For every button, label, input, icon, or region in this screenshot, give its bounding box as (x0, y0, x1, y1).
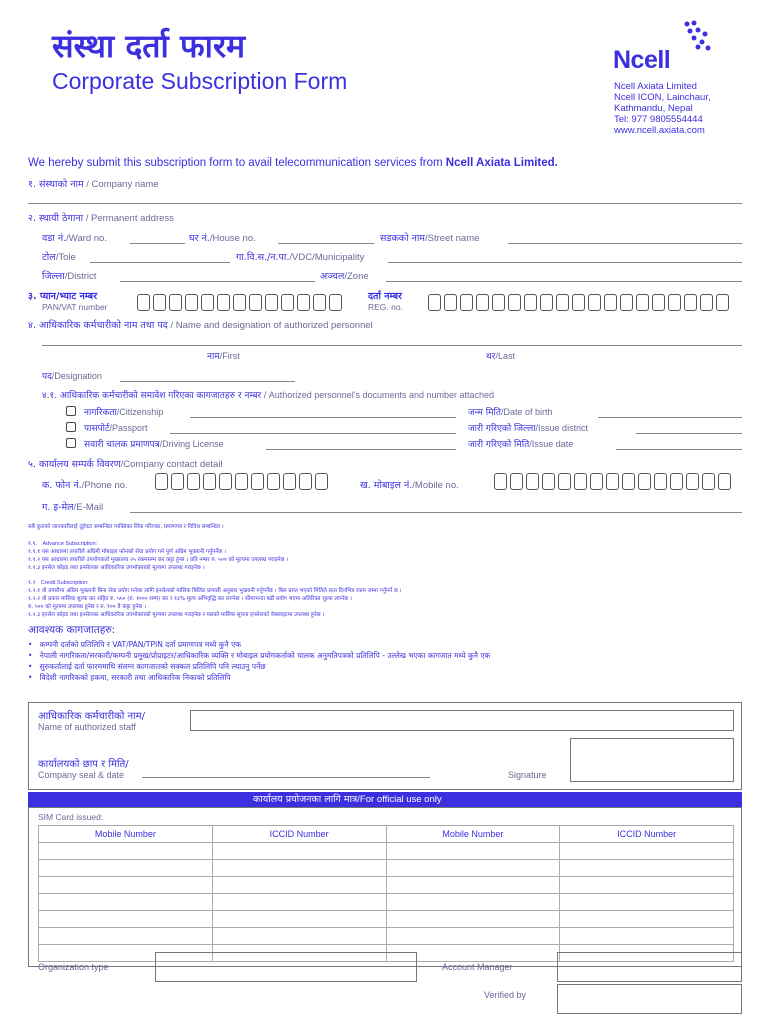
company-seal-field[interactable] (142, 777, 430, 778)
authorized-name-field[interactable] (42, 345, 742, 346)
account-manager-label: Account Manager (442, 962, 513, 972)
authorized-staff-label-en: Name of authorized staff (38, 722, 136, 732)
sim-card-table (38, 825, 734, 962)
mobile-number-boxes[interactable] (494, 473, 731, 490)
table-row[interactable] (39, 911, 734, 928)
mobile-label: ख. मोबाइल नं./Mobile no. (360, 480, 459, 491)
organization-type-input[interactable] (155, 952, 417, 982)
license-number-field[interactable] (266, 449, 456, 450)
company-seal-label-en: Company seal & date (38, 770, 125, 780)
passport-label: पासपोर्ट/Passport (84, 423, 148, 434)
reg-label-en: REG. no. (368, 302, 403, 312)
zone-label: अञ्चल/Zone (320, 271, 369, 282)
column-iccid-number-2: ICCID Number (560, 826, 734, 843)
issue-district-label: जारी गरिएको जिल्ला/Issue district (468, 423, 589, 434)
citizenship-label: नागरिकता/Citizenship (84, 407, 164, 418)
table-row[interactable] (39, 894, 734, 911)
house-field[interactable] (278, 243, 374, 244)
tole-field[interactable] (90, 262, 230, 263)
verified-by-label: Verified by (484, 990, 527, 1000)
table-row[interactable] (39, 843, 734, 860)
authorized-personnel-label: ४. आधिकारिक कर्मचारीको नाम तथा पद / Name and designation of authorized personnel (28, 320, 373, 331)
intro-text: We hereby submit this subscription form to avail telecommunication services from Ncell Axiata Limited. (28, 157, 558, 169)
phone-label: क. फोन नं./Phone no. (42, 480, 128, 491)
dob-label: जन्म मिति/Date of birth (468, 407, 553, 418)
title-nepali: संस्था दर्ता फारम (52, 27, 246, 65)
ward-label: वडा नं./Ward no. (42, 233, 107, 244)
street-label: सडकको नाम/Street name (380, 233, 480, 244)
vdc-field[interactable] (388, 262, 742, 263)
ncell-logo-text: Ncell (613, 46, 671, 74)
pan-label-en: PAN/VAT number (42, 302, 108, 312)
reg-number-boxes[interactable] (428, 294, 729, 311)
email-label: ग. इ-मेल/E-Mail (42, 502, 104, 513)
signature-label: Signature (508, 770, 547, 780)
signature-box[interactable] (570, 738, 734, 782)
table-row[interactable] (39, 928, 734, 945)
street-field[interactable] (508, 243, 742, 244)
issue-date-label: जारी गरिएको मिति/Issue date (468, 439, 574, 450)
ward-field[interactable] (130, 243, 185, 244)
column-mobile-number-2: Mobile Number (386, 826, 560, 843)
dob-field[interactable] (598, 417, 742, 418)
sim-card-label: SIM Card issued: (38, 812, 104, 822)
phone-number-boxes[interactable] (155, 473, 328, 490)
contact-label: ५. कार्यालय सम्पर्क विवरण/Company contact detail (28, 459, 223, 470)
account-manager-input[interactable] (557, 952, 742, 982)
company-name-label: १. संस्थाको नाम / Company name (28, 179, 159, 190)
first-name-label: नाम/First (207, 351, 240, 362)
required-docs-title: आवश्यक कागजातहरु: (28, 624, 116, 636)
vdc-label: गा.वि.स./न.पा./VDC/Municipality (236, 252, 365, 263)
passport-number-field[interactable] (170, 433, 456, 434)
citizenship-checkbox[interactable] (66, 406, 76, 416)
title-english: Corporate Subscription Form (52, 68, 348, 94)
issue-date-field[interactable] (616, 449, 742, 450)
organization-type-label: Organization type (38, 962, 109, 972)
authorized-staff-input[interactable] (190, 710, 734, 731)
citizenship-number-field[interactable] (190, 417, 456, 418)
house-label: घर नं./House no. (189, 233, 256, 244)
license-checkbox[interactable] (66, 438, 76, 448)
company-address: Ncell Axiata Limited Ncell ICON, Lainchaur, Kathmandu, Nepal Tel: 977 9805554444 www.ncell.axiata.com (614, 81, 711, 136)
reg-label: दर्ता नम्बर (368, 291, 402, 302)
column-iccid-number: ICCID Number (212, 826, 386, 843)
pan-number-boxes[interactable] (137, 294, 342, 311)
designation-field[interactable] (120, 381, 295, 382)
ncell-logo-icon (681, 20, 711, 54)
verified-by-input[interactable] (557, 984, 742, 1014)
tole-label: टोल/Tole (42, 252, 76, 263)
district-label: जिल्ला/District (42, 271, 97, 282)
issue-district-field[interactable] (636, 433, 742, 434)
office-use-title: कार्यालय प्रयोजनका लागि मात्र/For official use only (253, 794, 442, 805)
authorized-staff-label: आधिकारिक कर्मचारीको नाम/ (38, 711, 145, 722)
terms-block: सबै कुराको जानकारीलाई दुईवटा सम्बन्धित व्यक्तिका लिंक गरिएका, प्रमाणपत्र र विविध सम्बन्धित । १.१. Advance Subscription: १.१.१ यस आधारमा तयारीले अग्रिमी मोबाइल फोनको सेवा प्रयोग गर्न पूर्ण अग्रिम भुक्तानी गर्नुपर्नेछ । १.१.२ यस आधारमा तयारीले उपयोगकर्ता मुख्यतया २५ रकमसम्म कर कट्टा हुन्छ । प्रति नम्बर रु. ५०० को मूल्यमा उपलब्ध गराइनेछ । १.१.३ इनसेल कोइड तथा इनसेलका आधिकारिक उपभोक्ताको मूल्यमा उपलब्ध गराइनेछ । १.२ Credit Subscription: १.२.१ यो तयारीमा अग्रिम भुक्तानी बिना सेवा प्रयोग गर्नका लागि इनसेलको मासिक बिलिङ प्रणाली अनुसार भुक्तानी गर्नुपर्नेछ । बिल प्राप्त भएको मितिले सात दिनभित्र रकम जम्मा गर्नुपर्ने छ । १.२.२ यो प्रकार मासिक शुल्क कर सहित रु. ५५० (रु. १००० सम्म) कर र १३% मूल्य अभिवृद्धि कर लाग्नेछ । सीमाभन्दा बढी प्रयोग भएमा अतिरिक्त शुल्क लाग्नेछ । रु. ५०० को मूल्यमा उपलब्ध हुनेछ र रु. १०० तै कट्टा हुनेछ । १.२.३ इनसेल कोइड तथा इनसेलका आधिकारिक उपभोक्ताको मूल्यमा उपलब्ध गराइनेछ र यसको मासिक सूचना इनसेलको वेबसाइटमा उपलब्ध हुनेछ । (28, 524, 402, 618)
email-field[interactable] (130, 512, 742, 513)
company-seal-label: कार्यालयको छाप र मिति/ (38, 759, 129, 770)
documents-label: ४.१. आधिकारिक कर्मचारीको समावेश गरिएका कागजातहरु र नम्बर / Authorized personnel's documents and number attached (42, 390, 495, 401)
zone-field[interactable] (386, 281, 742, 282)
designation-label: पद/Designation (42, 371, 102, 382)
permanent-address-label: २. स्थायी ठेगाना / Permanent address (28, 213, 174, 224)
table-row[interactable] (39, 877, 734, 894)
license-label: सवारी चालक प्रमाणपत्र/Driving License (84, 439, 224, 450)
last-name-label: थर/Last (486, 351, 515, 362)
column-mobile-number: Mobile Number (39, 826, 213, 843)
company-name-field[interactable] (28, 203, 742, 204)
required-docs-list: • कम्पनी दर्ताको प्रतिलिपि र VAT/PAN/TPIN दर्ता प्रमाणपत्र मध्ये कुनै एक • नेपाली नागरिकता/सरकारी/कम्पनी प्रमुख/प्रोप्राइटर/आधिकारिक व्यक्ति र मोबाइल प्रयोगकर्ताको चालक अनुमतिपत्रको प्रतिलिपि - उल्लेख भएका कागजात मध्ये कुनै एक • सुरुकर्तालाई दर्ता फारममाथि संलग्न कागजातको सक्कल प्रतिलिपि पनि ल्याउनु पर्नेछ • विदेशी नागरिकको हकमा, सरकारी तथा आधिकारिक निकाको प्रतिलिपि (28, 640, 491, 682)
table-row[interactable] (39, 860, 734, 877)
passport-checkbox[interactable] (66, 422, 76, 432)
pan-label: ३. प्यान/भ्याट नम्बर (28, 291, 98, 302)
district-field[interactable] (120, 281, 315, 282)
